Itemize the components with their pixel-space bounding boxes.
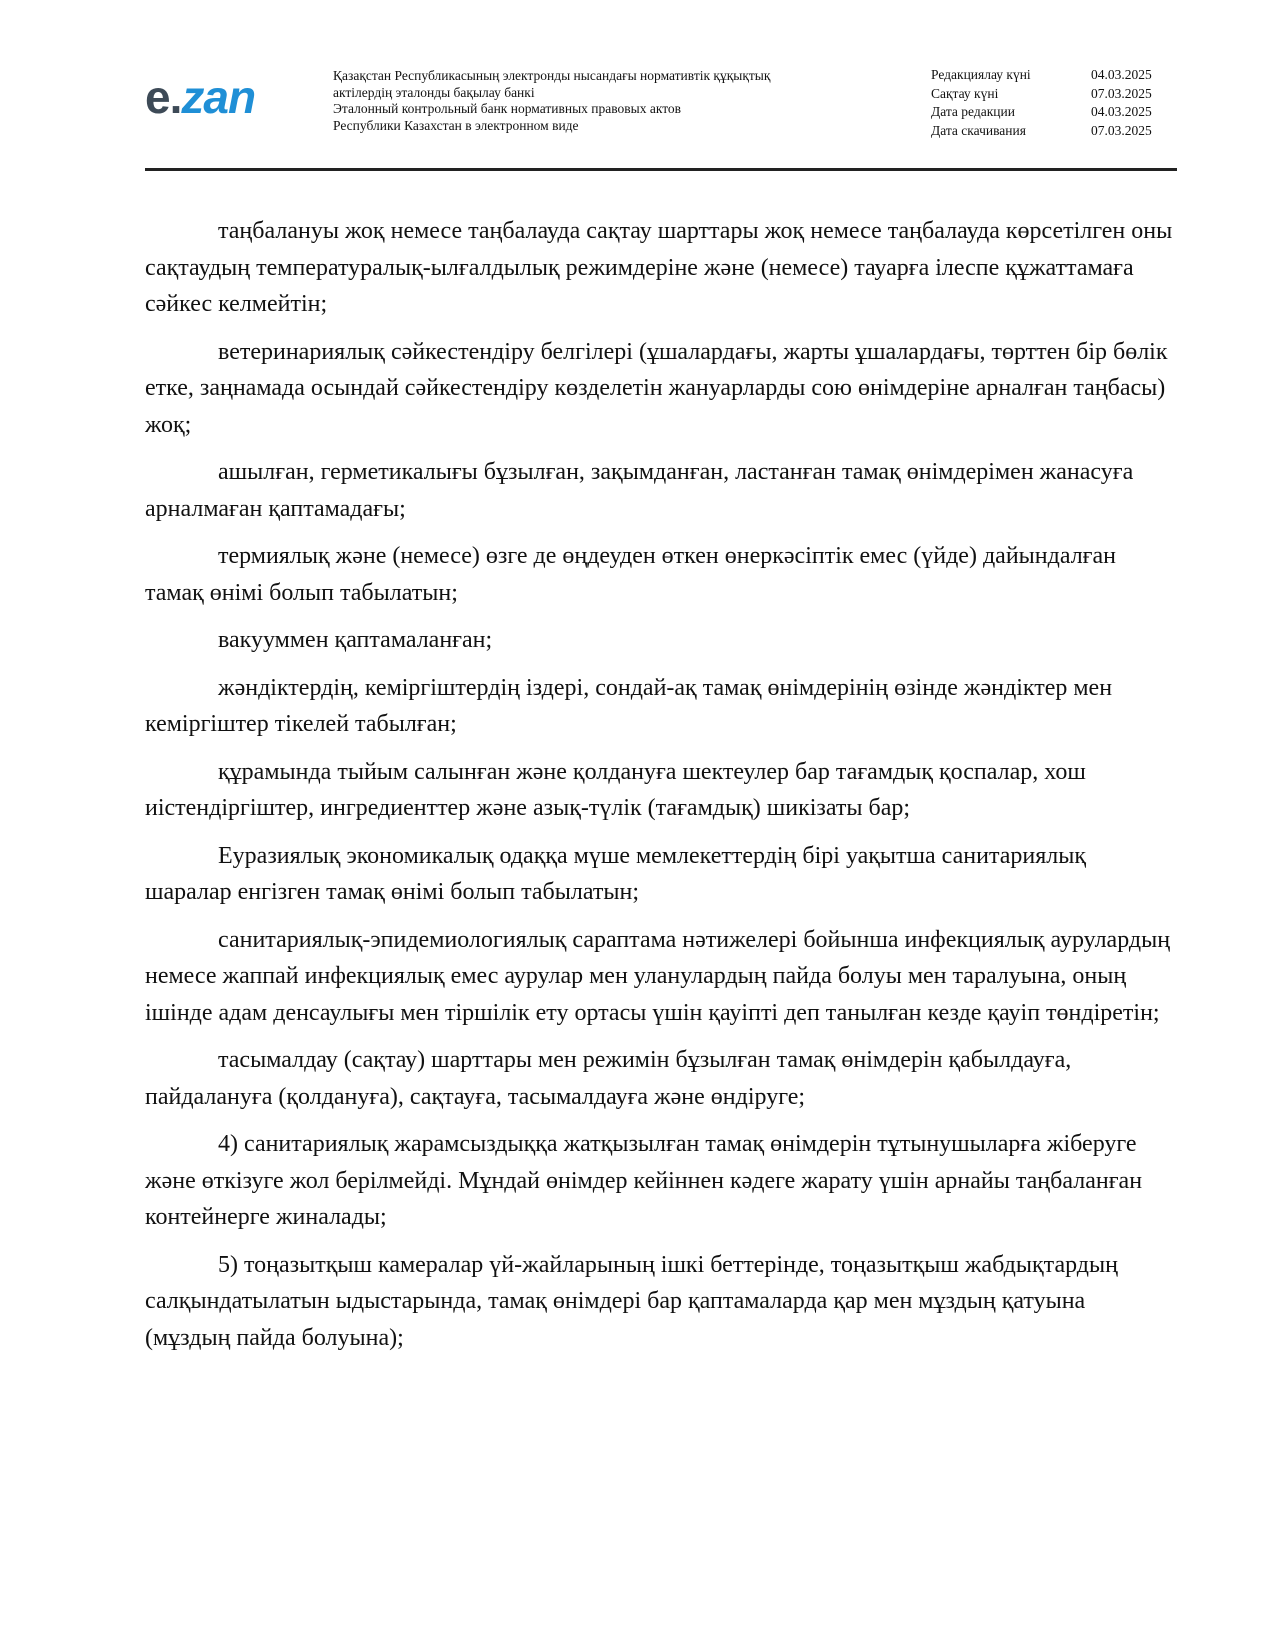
meta-label: Редакциялау күні bbox=[931, 67, 1031, 82]
body-paragraph: тасымалдау (сақтау) шарттары мен режимін бұзылған тамақ өнімдерін қабылдауға, пайдалануға (қолдануға), сақтауға, тасымалдауға және өндіруге; bbox=[145, 1047, 1072, 1110]
logo-dot: . bbox=[169, 71, 182, 123]
meta-row bbox=[931, 66, 1181, 85]
header-title-line: Қазақстан Республикасының электронды нысандағы нормативтік құқықтық bbox=[333, 68, 771, 83]
meta-row bbox=[931, 85, 1181, 104]
logo-zan: zan bbox=[181, 71, 256, 123]
meta-value: 04.03.2025 bbox=[1091, 104, 1152, 119]
body-paragraph: термиялық және (немесе) өзге де өңдеуден өткен өнеркәсіптік емес (үйде) дайындалған тамақ өнімі болып табылатын; bbox=[145, 543, 1117, 606]
meta-label: Дата скачивания bbox=[931, 122, 1026, 138]
header-title-line: актілердің эталонды бақылау банкі bbox=[333, 84, 535, 100]
body-paragraph: ашылған, герметикалығы бұзылған, зақымданған, ластанған тамақ өнімдерімен жанасуға арналмаған қаптамадағы; bbox=[145, 459, 1134, 522]
meta-value: 04.03.2025 bbox=[1091, 67, 1152, 82]
body-paragraph: 5) тоңазытқыш камералар үй-жайларының ішкі беттерінде, тоңазытқыш жабдықтардың салқындатылатын ыдыстарында, тамақ өнімдері бар қаптамаларда қар мен мұздың қатуына (мұздың пайда болуына); bbox=[145, 1251, 1118, 1351]
meta-value: 07.03.2025 bbox=[1091, 85, 1152, 101]
header-title-line: Республики Казахстан в электронном виде bbox=[333, 117, 579, 133]
header-divider bbox=[145, 168, 1177, 171]
body-paragraph: 4) санитариялық жарамсыздыққа жатқызылған тамақ өнімдерін тұтынушыларға жіберуге және өткізуге жол берілмейді. Мұндай өнімдер кейіннен кәдеге жарату үшін арнайы таңбаланған контейнерге жиналады; bbox=[145, 1131, 1143, 1230]
meta-row bbox=[931, 103, 1181, 122]
document-body bbox=[145, 213, 1175, 1367]
body-paragraph: санитариялық-эпидемиологиялық сараптама нәтижелері бойынша инфекциялық аурулардың немесе жаппай инфекциялық емес аурулар мен уланулардың пайда болуы мен таралуына, оның ішінде адам денсаулығы мен тіршілік ету ортасы үшін қауіпті деп танылған кезде қауіп төндіретін; bbox=[145, 926, 1171, 1026]
body-paragraph: құрамында тыйым салынған және қолдануға шектеулер бар тағамдық қоспалар, хош иістендіргіштер, ингредиенттер және азық-түлік (тағамдық) шикізаты бар; bbox=[145, 758, 1086, 821]
document-header bbox=[145, 58, 1175, 168]
logo-e: e bbox=[145, 71, 170, 123]
meta-label: Сақтау күні bbox=[931, 85, 999, 101]
ezan-logo[interactable] bbox=[145, 71, 256, 123]
header-title-line: Эталонный контрольный банк нормативных правовых актов bbox=[333, 101, 682, 116]
meta-label: Дата редакции bbox=[931, 104, 1015, 119]
header-meta bbox=[931, 66, 1181, 140]
meta-value: 07.03.2025 bbox=[1091, 122, 1152, 138]
body-paragraph: жәндіктердің, кеміргіштердің іздері, сондай-ақ тамақ өнімдерінің өзінде жәндіктер мен кеміргіштер тікелей табылған; bbox=[145, 674, 1113, 737]
header-title bbox=[333, 68, 893, 134]
body-paragraph: таңбалануы жоқ немесе таңбалауда сақтау шарттары жоқ немесе таңбалауда көрсетілген оны сақтаудың температуралық-ылғалдылық режимдеріне және (немесе) тауарға ілеспе құжаттамаға сәйкес келмейтін; bbox=[145, 218, 1173, 317]
meta-row bbox=[931, 122, 1181, 141]
body-paragraph: ветеринариялық сәйкестендіру белгілері (ұшалардағы, жарты ұшалардағы, төрттен бір бөлік етке, заңнамада осындай сәйкестендіру көзделетін жануарларды сою өнімдеріне арналған таңбасы) жоқ; bbox=[145, 338, 1168, 438]
body-paragraph: вакууммен қаптамаланған; bbox=[218, 627, 493, 653]
body-paragraph: Еуразиялық экономикалық одаққа мүше мемлекеттердің бірі уақытша санитариялық шаралар енгізген тамақ өнімі болып табылатын; bbox=[145, 842, 1087, 905]
